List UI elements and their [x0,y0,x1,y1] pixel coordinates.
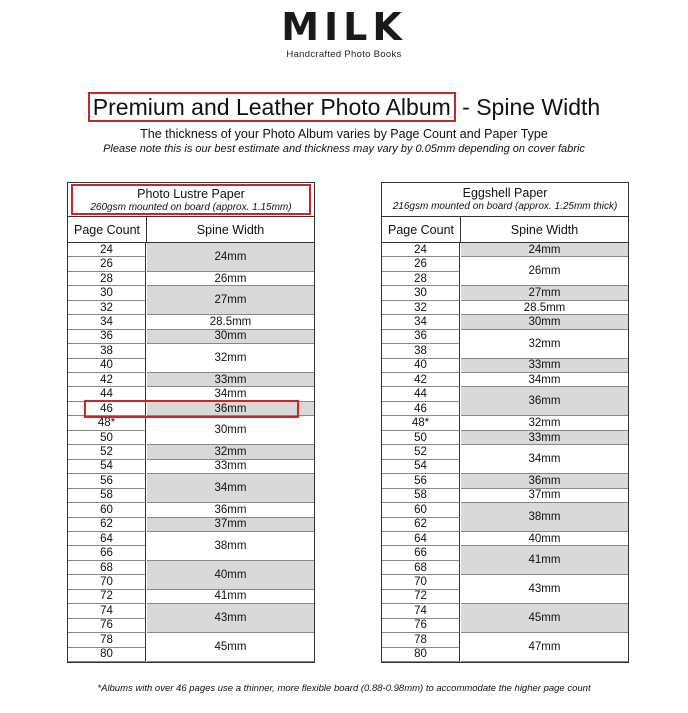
spine-width-cell: 41mm [147,590,314,604]
spine-width-cell: 36mm [147,402,314,416]
page-count-cell: 24 [382,243,460,257]
page-count-cell: 72 [68,590,146,604]
page-count-cell: 32 [382,301,460,315]
table-eggshell [381,182,629,663]
spine-width-cell: 32mm [147,344,314,373]
spine-width-cell: 30mm [461,315,628,329]
page-count-cell: 30 [382,286,460,300]
page-count-cell: 54 [68,460,146,474]
spine-width-cell: 34mm [461,445,628,474]
page-count-cell: 42 [382,373,460,387]
page-count-cell: 66 [382,546,460,560]
page-count-cell: 44 [382,387,460,401]
page-count-cell: 24 [68,243,146,257]
page-count-cell: 76 [382,619,460,633]
col-spine-width: Spine Width [196,222,265,237]
page-count-cell: 30 [68,286,146,300]
page-count-cell: 28 [68,272,146,286]
brand-name: MILK [281,5,407,49]
spine-width-cell: 27mm [147,286,314,315]
page-count-cell: 26 [68,257,146,271]
spine-width-cell: 36mm [461,387,628,416]
spine-width-cell: 24mm [461,243,628,257]
paper-header [382,183,628,213]
page-count-cell: 56 [68,474,146,488]
page-count-cell: 78 [68,633,146,647]
page-count-cell: 78 [382,633,460,647]
subtitle: The thickness of your Photo Album varies by Page Count and Paper Type [140,127,548,141]
title-highlight: Premium and Leather Photo Album [88,92,456,122]
page-count-cell: 32 [68,301,146,315]
page-count-cell: 76 [68,619,146,633]
page-count-cell: 42 [68,373,146,387]
page-count-cell: 26 [382,257,460,271]
footnote: *Albums with over 46 pages use a thinner, more flexible board (0.88-0.98mm) to accommodate the higher page count [97,683,591,694]
page-count-cell: 34 [382,315,460,329]
page-count-cell: 80 [68,648,146,662]
spine-width-cell: 34mm [147,474,314,503]
page-count-cell: 62 [68,518,146,532]
page-count-cell: 58 [382,489,460,503]
spine-width-cell: 37mm [461,489,628,503]
spine-width-cell: 47mm [461,633,628,662]
page-count-cell: 40 [68,359,146,373]
spine-width-cell: 43mm [461,575,628,604]
col-spine-width: Spine Width [510,222,579,237]
page-count-cell: 48* [68,416,146,430]
spine-width-cell: 33mm [461,431,628,445]
page-count-cell: 38 [68,344,146,358]
page-count-cell: 52 [382,445,460,459]
paper-name: Eggshell Paper [462,186,548,200]
spine-width-cell: 26mm [461,257,628,286]
paper-description: 260gsm mounted on board (approx. 1.15mm) [90,202,292,213]
page-count-cell: 64 [382,532,460,546]
spine-width-cell: 43mm [147,604,314,633]
page-count-cell: 50 [382,431,460,445]
spine-width-cell: 38mm [147,532,314,561]
paper-header [71,184,311,215]
spine-width-cell: 30mm [147,416,314,445]
paper-name: Photo Lustre Paper [137,187,245,201]
spine-width-cell: 32mm [147,445,314,459]
page-count-cell: 66 [68,546,146,560]
brand-tagline: Handcrafted Photo Books [286,49,402,60]
brand-logo [0,5,688,60]
spine-width-cell: 45mm [461,604,628,633]
page-count-cell: 44 [68,387,146,401]
page-count-cell: 36 [382,330,460,344]
spine-width-cell: 45mm [147,633,314,662]
table-photo-lustre [67,182,315,663]
spine-width-cell: 40mm [147,561,314,590]
page-count-cell: 38 [382,344,460,358]
disclaimer-note: Please note this is our best estimate and thickness may vary by 0.05mm depending on cover fabric [103,143,585,155]
spine-width-cell: 34mm [147,387,314,401]
spine-width-cell: 41mm [461,546,628,575]
page-count-cell: 34 [68,315,146,329]
spine-width-cell: 32mm [461,330,628,359]
table-header [382,183,628,217]
page-count-cell: 40 [382,359,460,373]
column-headers [382,217,628,243]
page-count-cell: 70 [68,575,146,589]
page-count-cell: 74 [382,604,460,618]
table-header [68,183,314,217]
page-count-cell: 50 [68,431,146,445]
page-count-cell: 70 [382,575,460,589]
spine-width-cell: 33mm [461,359,628,373]
table-body [68,243,314,662]
spine-width-cell: 34mm [461,373,628,387]
page-count-cell: 62 [382,518,460,532]
spine-width-cell: 27mm [461,286,628,300]
page-count-cell: 72 [382,590,460,604]
title-suffix: - Spine Width [455,94,601,120]
col-page-count: Page Count [68,217,147,242]
spine-width-cell: 24mm [147,243,314,272]
spine-width-cell: 28.5mm [147,315,314,329]
spine-width-cell: 33mm [147,373,314,387]
page-count-cell: 28 [382,272,460,286]
page-count-cell: 58 [68,489,146,503]
page-count-cell: 46 [68,402,146,416]
page-count-cell: 56 [382,474,460,488]
col-page-count: Page Count [382,217,461,242]
spine-width-cell: 36mm [461,474,628,488]
spine-width-cell: 32mm [461,416,628,430]
page-count-cell: 54 [382,460,460,474]
spine-width-cell: 26mm [147,272,314,286]
paper-description: 216gsm mounted on board (approx. 1.25mm thick) [392,201,618,212]
page-count-cell: 68 [68,561,146,575]
column-headers [68,217,314,243]
page-title [0,92,688,122]
page-count-cell: 46 [382,402,460,416]
spine-width-cell: 36mm [147,503,314,517]
page-count-cell: 36 [68,330,146,344]
page-count-cell: 68 [382,561,460,575]
page-count-cell: 60 [382,503,460,517]
table-body [382,243,628,662]
page-count-cell: 52 [68,445,146,459]
page-count-cell: 60 [68,503,146,517]
spine-width-cell: 28.5mm [461,301,628,315]
page-count-cell: 74 [68,604,146,618]
spine-width-cell: 33mm [147,460,314,474]
page-count-cell: 80 [382,648,460,662]
spine-width-cell: 30mm [147,330,314,344]
spine-width-cell: 37mm [147,518,314,532]
spine-width-cell: 40mm [461,532,628,546]
page-count-cell: 64 [68,532,146,546]
page-count-cell: 48* [382,416,460,430]
spine-width-cell: 38mm [461,503,628,532]
